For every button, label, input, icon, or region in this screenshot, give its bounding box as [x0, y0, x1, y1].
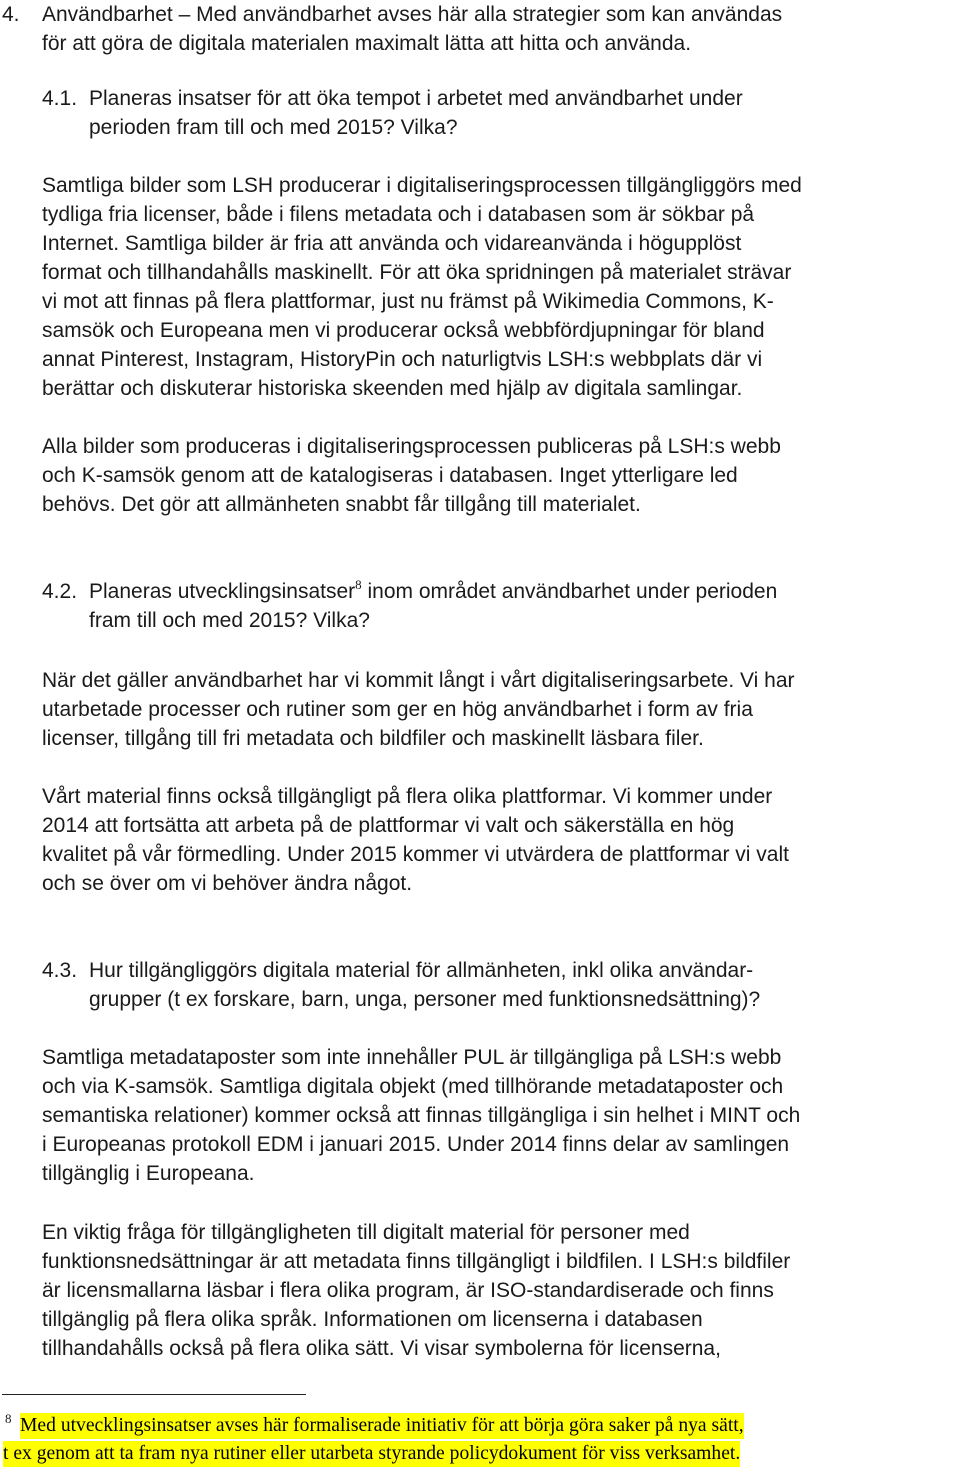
paragraph-line: vi mot att finnas på flera plattformar, just nu främst på Wikimedia Commons, K-	[42, 290, 774, 313]
question-number: 4.1.	[42, 87, 78, 110]
paragraph-line: kvalitet på vår förmedling. Under 2015 kommer vi utvärdera de plattformar vi valt	[42, 843, 789, 866]
paragraph-line: och se över om vi behöver ändra något.	[42, 872, 413, 895]
paragraph-line: licenser, tillgång till fri metadata och bildfiler och maskinellt läsbara filer.	[42, 727, 704, 750]
paragraph-line: tillgänglig på flera olika språk. Informationen om licenserna i databasen	[42, 1308, 703, 1331]
question-title-text: Hur tillgängliggörs digitala material för allmänheten, inkl olika användar-	[89, 959, 754, 982]
question-title-text: inom området användbarhet under perioden	[361, 580, 778, 603]
question-title-line	[42, 84, 743, 113]
paragraph-line: tillgänglig i Europeana.	[42, 1162, 255, 1185]
paragraph-line: Samtliga metadataposter som inte innehåller PUL är tillgängliga på LSH:s webb	[42, 1046, 782, 1069]
paragraph-line: När det gäller användbarhet har vi kommit långt i vårt digitaliseringsarbete. Vi har	[42, 669, 795, 692]
paragraph-line: format och tillhandahålls maskinellt. För att öka spridningen på materialet strävar	[42, 261, 792, 284]
section-heading-line	[2, 0, 782, 29]
paragraph-line: Alla bilder som produceras i digitaliseringsprocessen publiceras på LSH:s webb	[42, 435, 781, 458]
paragraph-line: funktionsnedsättningar är att metadata finns tillgängligt i bildfilen. I LSH:s bildfiler	[42, 1250, 791, 1273]
footnote-marker: 8	[5, 1411, 12, 1426]
paragraph-line: behövs. Det gör att allmänheten snabbt får tillgång till materialet.	[42, 493, 641, 516]
question-title-line	[42, 577, 777, 606]
question-number: 4.3.	[42, 959, 78, 982]
paragraph-line: annat Pinterest, Instagram, HistoryPin och naturligtvis LSH:s webbplats där vi	[42, 348, 763, 371]
section-heading-text: Användbarhet – Med användbarhet avses här alla strategier som kan användas	[42, 3, 783, 26]
paragraph-line: Internet. Samtliga bilder är fria att använda och vidareanvända i högupplöst	[42, 232, 742, 255]
question-title-text: Planeras utvecklingsinsatser	[89, 580, 356, 603]
paragraph-line: En viktig fråga för tillgängligheten till digitalt material för personer med	[42, 1221, 690, 1244]
paragraph-line: tillhandahålls också på flera olika sätt. Vi visar symbolerna för licenserna,	[42, 1337, 721, 1360]
question-title-line: fram till och med 2015? Vilka?	[89, 609, 370, 632]
section-heading-line: för att göra de digitala materialen maximalt lätta att hitta och använda.	[42, 32, 692, 55]
paragraph-line: utarbetade processer och rutiner som ger en hög användbarhet i form av fria	[42, 698, 753, 721]
paragraph-line: och via K-samsök. Samtliga digitala objekt (med tillhörande metadataposter och	[42, 1075, 784, 1098]
question-number: 4.2.	[42, 580, 78, 603]
section-number: 4.	[2, 3, 20, 26]
footnote-reference[interactable]: 8	[355, 577, 362, 592]
paragraph-line: tydliga fria licenser, både i filens metadata och i databasen som är sökbar på	[42, 203, 755, 226]
question-title-line: grupper (t ex forskare, barn, unga, personer med funktionsnedsättning)?	[89, 988, 761, 1011]
footnote-divider	[2, 1394, 306, 1395]
footnote-text-line: t ex genom att ta fram nya rutiner eller utarbeta styrande policydokument för viss verksamhet.	[3, 1441, 740, 1467]
paragraph-line: samsök och Europeana men vi producerar också webbfördjupningar för bland	[42, 319, 765, 342]
question-title-line	[42, 956, 753, 985]
footnote-text-line: Med utvecklingsinsatser avses här formaliserade initiativ för att börja göra saker på nya sätt,	[20, 1413, 744, 1439]
question-title-text: Planeras insatser för att öka tempot i arbetet med användbarhet under	[89, 87, 743, 110]
paragraph-line: berättar och diskuterar historiska skeenden med hjälp av digitala samlingar.	[42, 377, 743, 400]
paragraph-line: i Europeanas protokoll EDM i januari 2015. Under 2014 finns delar av samlingen	[42, 1133, 790, 1156]
paragraph-line: semantiska relationer) kommer också att finnas tillgängliga i sin helhet i MINT och	[42, 1104, 801, 1127]
question-title-line: perioden fram till och med 2015? Vilka?	[89, 116, 458, 139]
paragraph-line: Vårt material finns också tillgängligt på flera olika plattformar. Vi kommer under	[42, 785, 773, 808]
paragraph-line: är licensmallarna läsbar i flera olika program, är ISO-standardiserade och finns	[42, 1279, 774, 1302]
paragraph-line: och K-samsök genom att de katalogiseras i databasen. Inget ytterligare led	[42, 464, 738, 487]
paragraph-line: 2014 att fortsätta att arbeta på de plattformar vi valt och säkerställa en hög	[42, 814, 735, 837]
paragraph-line: Samtliga bilder som LSH producerar i digitaliseringsprocessen tillgängliggörs med	[42, 174, 802, 197]
